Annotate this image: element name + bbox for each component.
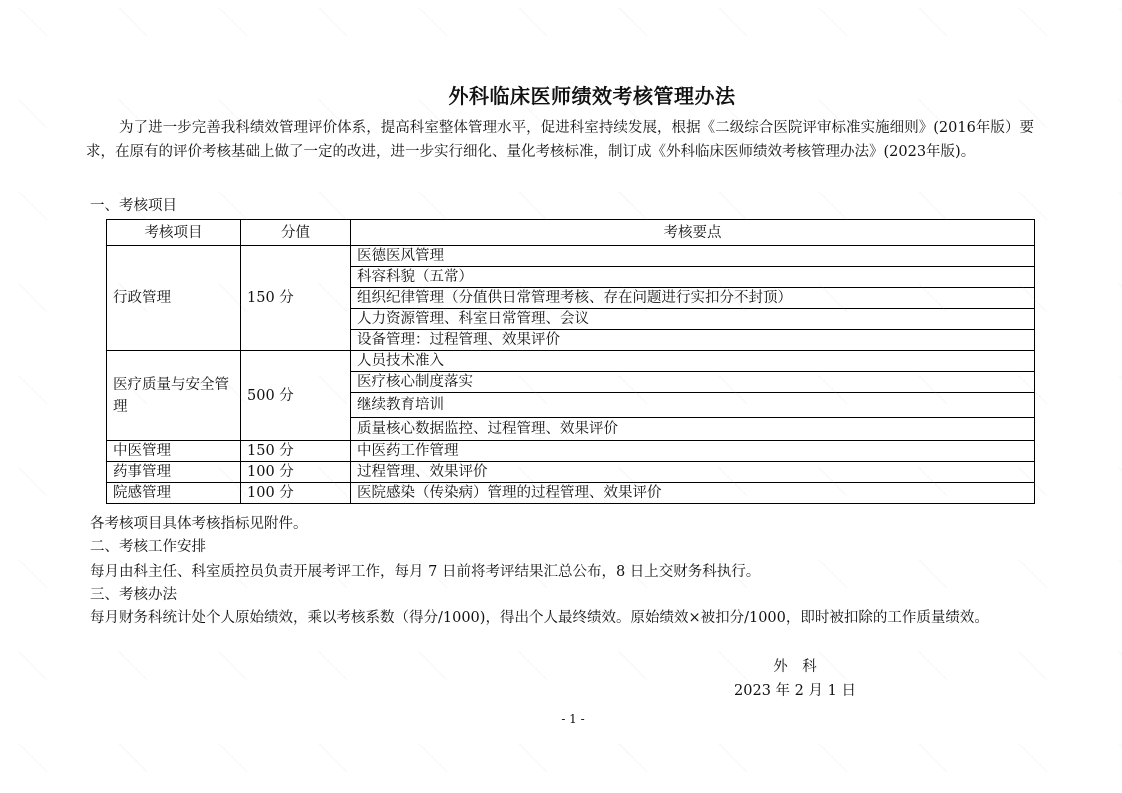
watermark-mark (113, 743, 148, 778)
watermark-mark (413, 7, 448, 42)
item-cell: 药事管理 (107, 462, 241, 483)
watermark-mark (1113, 651, 1122, 686)
watermark-mark (713, 743, 748, 778)
watermark-mark (913, 7, 948, 42)
section-heading-arrangement: 二、考核工作安排 (90, 539, 206, 555)
watermark-mark (613, 743, 648, 778)
attachment-note: 各考核项目具体考核指标见附件。 (90, 516, 308, 532)
point-cell: 医德医风管理 (351, 246, 1035, 267)
table-header-row (107, 220, 1035, 246)
point-cell: 继续教育培训 (351, 393, 1035, 418)
watermark-mark (613, 651, 648, 686)
watermark-mark (813, 559, 848, 594)
watermark-mark (413, 651, 448, 686)
signature-department: 外 科 (773, 659, 817, 675)
watermark-mark (313, 651, 348, 686)
table-row (107, 246, 1035, 267)
point-cell: 医院感染（传染病）管理的过程管理、效果评价 (351, 483, 1035, 504)
watermark-mark (513, 7, 548, 42)
point-cell: 人员技术准入 (351, 351, 1035, 372)
watermark-mark (513, 651, 548, 686)
section-heading-evaluation-items: 一、考核项目 (90, 198, 177, 214)
watermark-mark (1113, 283, 1122, 318)
score-cell: 150 分 (241, 441, 351, 462)
watermark-mark (313, 7, 348, 42)
watermark-mark (913, 743, 948, 778)
watermark-mark (13, 651, 48, 686)
watermark-mark (1113, 375, 1122, 410)
watermark-mark (813, 7, 848, 42)
watermark-mark (213, 7, 248, 42)
item-cell: 中医管理 (107, 441, 241, 462)
watermark-mark (913, 559, 948, 594)
arrangement-body: 每月由科主任、科室质控员负责开展考评工作，每月 7 日前将考评结果汇总公布，8 日上交财务科执行。 (90, 564, 761, 580)
intro-paragraph: 为了进一步完善我科绩效管理评价体系，提高科室整体管理水平，促进科室持续发展，根据《二级综合医院评审标准实施细则》(2016年版）要求，在原有的评价考核基础上做了一定的改进，进一步实行细化、量化考核标准，制订成《外科临床医师绩效考核管理办法》(2023年版)。 (86, 120, 1034, 160)
score-cell: 150 分 (241, 246, 351, 351)
watermark-mark (1013, 7, 1048, 42)
item-cell: 医疗质量与安全管理 (107, 351, 241, 441)
item-cell: 院感管理 (107, 483, 241, 504)
watermark-mark (913, 651, 948, 686)
watermark-mark (1113, 7, 1122, 42)
point-cell: 医疗核心制度落实 (351, 372, 1035, 393)
watermark-mark (213, 651, 248, 686)
watermark-mark (1113, 743, 1122, 778)
watermark-mark (1013, 559, 1048, 594)
watermark-mark (413, 743, 448, 778)
evaluation-table (106, 219, 1035, 504)
header-score: 分值 (241, 220, 351, 246)
watermark-mark (113, 651, 148, 686)
watermark-mark (513, 743, 548, 778)
watermark-mark (213, 743, 248, 778)
watermark-mark (113, 7, 148, 42)
watermark-mark (1013, 743, 1048, 778)
header-points: 考核要点 (351, 220, 1035, 246)
watermark-mark (13, 7, 48, 42)
watermark-mark (713, 7, 748, 42)
watermark-mark (613, 7, 648, 42)
score-cell: 100 分 (241, 483, 351, 504)
table-row (107, 483, 1035, 504)
section-heading-method: 三、考核办法 (90, 587, 177, 603)
watermark-mark (13, 283, 48, 318)
watermark-mark (13, 375, 48, 410)
point-cell: 质量核心数据监控、过程管理、效果评价 (351, 418, 1035, 441)
watermark-mark (13, 191, 48, 226)
method-body: 每月财务科统计处个人原始绩效，乘以考核系数（得分/1000)，得出个人最终绩效。原始绩效×被扣分/1000，即时被扣除的工作质量绩效。 (90, 610, 989, 626)
table-row (107, 462, 1035, 483)
item-cell: 行政管理 (107, 246, 241, 351)
watermark-mark (813, 743, 848, 778)
watermark-mark (313, 743, 348, 778)
point-cell: 科容科貌（五常） (351, 267, 1035, 288)
point-cell: 组织纪律管理（分值供日常管理考核、存在问题进行实扣分不封顶） (351, 288, 1035, 309)
table-row (107, 351, 1035, 372)
point-cell: 中医药工作管理 (351, 441, 1035, 462)
document-title: 外科临床医师绩效考核管理办法 (448, 84, 736, 108)
table-row (107, 441, 1035, 462)
watermark-mark (13, 467, 48, 502)
signature-date: 2023 年 2 月 1 日 (734, 683, 856, 699)
point-cell: 设备管理：过程管理、效果评价 (351, 330, 1035, 351)
score-cell: 100 分 (241, 462, 351, 483)
watermark-mark (1113, 191, 1122, 226)
score-cell: 500 分 (241, 351, 351, 441)
point-cell: 人力资源管理、科室日常管理、会议 (351, 309, 1035, 330)
point-cell: 过程管理、效果评价 (351, 462, 1035, 483)
watermark-mark (13, 743, 48, 778)
watermark-mark (1113, 467, 1122, 502)
header-item: 考核项目 (107, 220, 241, 246)
watermark-mark (1113, 559, 1122, 594)
watermark-mark (13, 559, 48, 594)
signature-block (720, 655, 870, 703)
page-number: - 1 - (561, 712, 585, 726)
watermark-mark (1013, 651, 1048, 686)
